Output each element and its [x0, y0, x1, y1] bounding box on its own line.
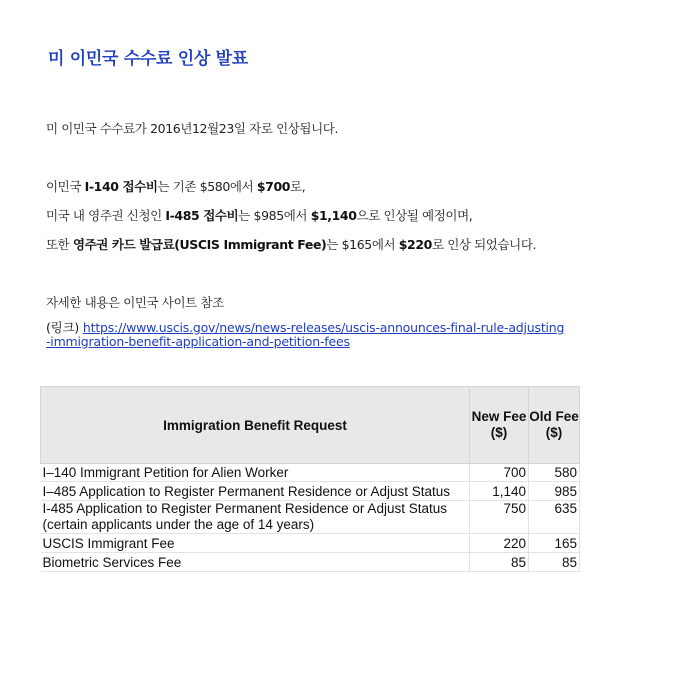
fee-line-i140-pre: 이민국	[46, 179, 85, 194]
header-old-fee-line2: ($)	[545, 425, 563, 440]
fee-line-card-label: 영주권 카드 발급료(USCIS Immigrant Fee)	[72, 237, 327, 252]
row-request: I–485 Application to Register Permanent Residence or Adjust Status	[41, 482, 470, 501]
fee-table-header-row	[41, 387, 580, 464]
details-text: 자세한 내용은 이민국 사이트 참조	[46, 295, 224, 310]
page-title: 미 이민국 수수료 인상 발표	[48, 49, 248, 69]
fee-line-i485-post: 으로 인상될 예정이며,	[356, 208, 473, 223]
table-row	[41, 482, 580, 501]
row-request	[41, 501, 470, 534]
row-request: I–140 Immigrant Petition for Alien Worker	[41, 464, 470, 482]
row-old-fee: 85	[529, 553, 580, 572]
table-row	[41, 534, 580, 553]
fee-line-i485-amount: $1,140	[310, 208, 357, 223]
uscis-link-part2[interactable]: -immigration-benefit-application-and-petition-fees	[46, 334, 350, 349]
fee-line-i485	[46, 206, 472, 224]
fee-line-i140-label: I-140 접수비	[84, 179, 158, 194]
fee-table	[40, 386, 580, 572]
fee-line-card-mid: 는 $165에서	[326, 237, 399, 252]
row-new-fee: 700	[470, 464, 529, 482]
header-new-fee-line1: New Fee	[471, 409, 527, 424]
fee-line-card-post: 로 인상 되었습니다.	[431, 237, 537, 252]
row-request: Biometric Services Fee	[41, 553, 470, 572]
fee-line-i140-amount: $700	[256, 179, 291, 194]
header-request: Immigration Benefit Request	[41, 387, 470, 464]
row-old-fee: 985	[529, 482, 580, 501]
header-old-fee-line1: Old Fee	[529, 409, 579, 424]
header-old-fee	[529, 387, 580, 464]
fee-line-i140	[46, 177, 305, 195]
link-line-2	[46, 334, 350, 349]
fee-line-card-pre: 또한	[46, 237, 73, 252]
fee-line-i485-label: I-485 접수비	[165, 208, 239, 223]
row-new-fee: 750	[470, 501, 529, 534]
row-new-fee: 1,140	[470, 482, 529, 501]
intro-text: 미 이민국 수수료가 2016년12월23일 자로 인상됩니다.	[46, 121, 339, 136]
row-request-line1: I-485 Application to Register Permanent Residence or Adjust Status	[42, 501, 447, 516]
fee-line-card	[46, 235, 536, 253]
uscis-link-part1[interactable]: https://www.uscis.gov/news/news-releases/uscis-announces-final-rule-adjusting	[82, 320, 565, 335]
link-prefix: (링크)	[46, 320, 83, 335]
table-row	[41, 553, 580, 572]
row-old-fee: 165	[529, 534, 580, 553]
header-new-fee	[470, 387, 529, 464]
row-new-fee: 85	[470, 553, 529, 572]
row-old-fee: 580	[529, 464, 580, 482]
fee-line-card-amount: $220	[398, 237, 432, 252]
row-new-fee: 220	[470, 534, 529, 553]
row-request: USCIS Immigrant Fee	[41, 534, 470, 553]
header-new-fee-line2: ($)	[490, 425, 508, 440]
table-row	[41, 464, 580, 482]
fee-line-i140-post: 로,	[290, 179, 306, 194]
row-request-line2: (certain applicants under the age of 14 years)	[42, 517, 315, 532]
fee-line-i140-mid: 는 기존 $580에서	[157, 179, 257, 194]
fee-line-i485-mid: 는 $985에서	[238, 208, 311, 223]
table-row	[41, 501, 580, 534]
fee-line-i485-pre: 미국 내 영주권 신청인	[46, 208, 166, 223]
row-old-fee: 635	[529, 501, 580, 534]
